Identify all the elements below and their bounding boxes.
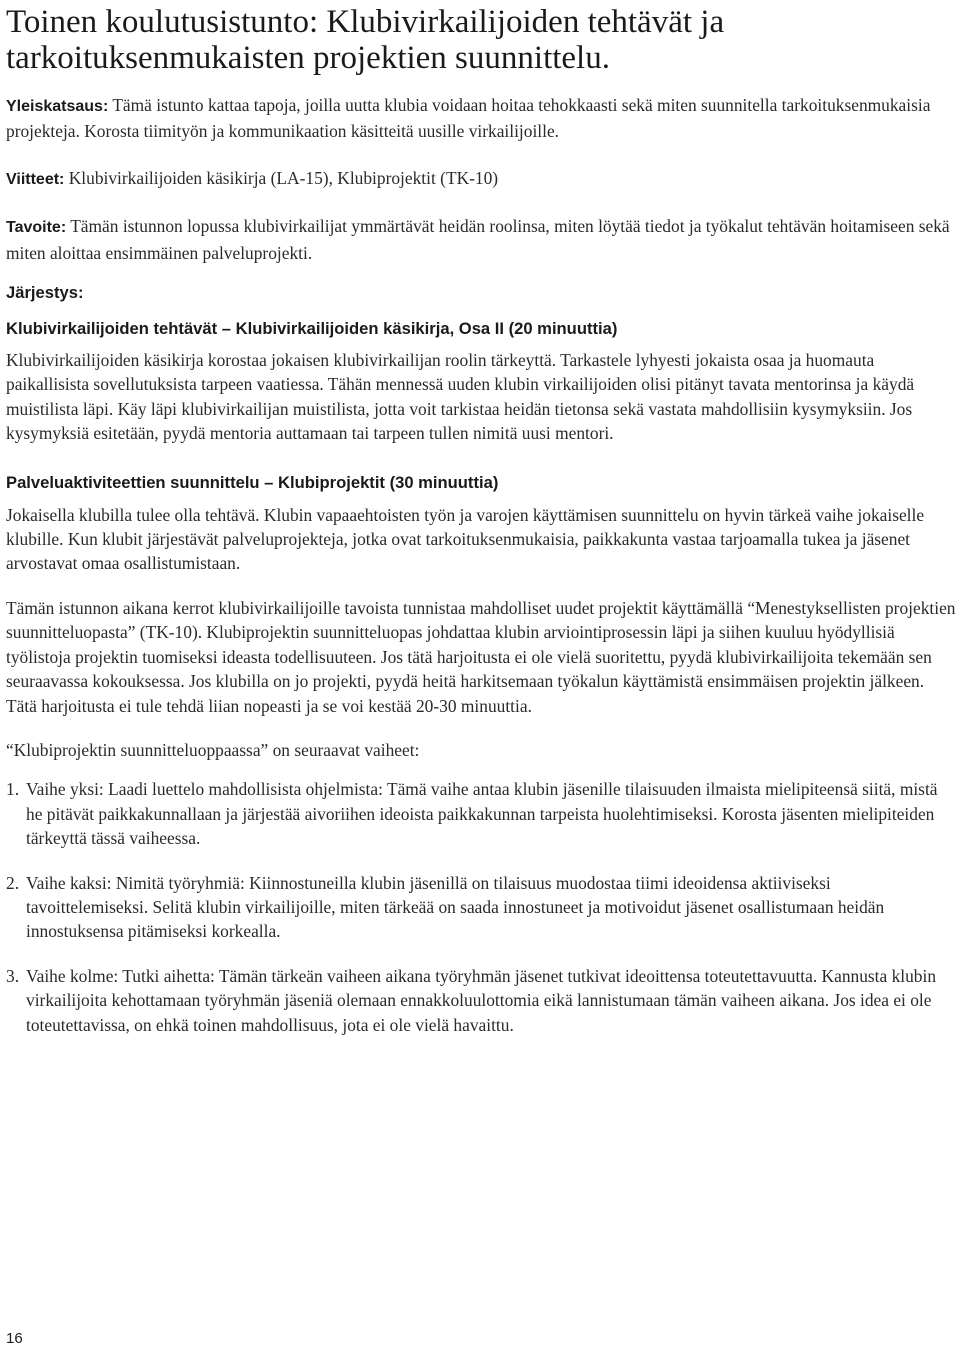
references-paragraph: [6, 166, 956, 192]
list-item-number: 1.: [6, 779, 20, 800]
list-item: [6, 964, 956, 1037]
references-label: Viitteet:: [6, 170, 65, 188]
section2-paragraph-3: “Klubiprojektin suunnitteluoppaassa” on seuraavat vaiheet:: [6, 739, 420, 760]
page-number: 16: [6, 1330, 23, 1347]
list-item: [6, 871, 956, 944]
overview-label: Yleiskatsaus:: [6, 98, 109, 115]
references-text: Klubivirkailijoiden käsikirja (LA-15), Klubiprojektit (TK-10): [64, 167, 499, 188]
list-item-text: Vaihe kolme: Tutki aihetta: Tämän tärkeän vaiheen aikana työryhmän jäsenet tutkivat ideoittensa toteutettavuutta. Kannusta klubin virkailijoita kehottamaan työryhmän jäseniä olemaan ennakkoluulottomia eikä lannistumaan tämän vaiheen aikana. Jos idea ei ole toteutettavissa, on ehkä toinen mahdollisuus, jota ei ole vielä havaittu.: [26, 965, 937, 1035]
order-heading: Järjestys:: [6, 283, 84, 303]
list-item-text: Vaihe kaksi: Nimitä työryhmiä: Kiinnostuneilla klubin jäsenillä on tilaisuus muodostaa tiimi ideoidensa aktiiviseksi tavoittelemiseksi. Selitä klubin virkailijoille, miten tärkeää on saada innostuneet ja motivoidut jäsenet osallistumaan heidän innostuksensa pitämiseksi korkealla.: [26, 872, 885, 942]
overview-paragraph: [6, 93, 956, 144]
list-item-number: 2.: [6, 872, 20, 893]
goal-text: Tämän istunnon lopussa klubivirkailijat ymmärtävät heidän roolinsa, miten löytää tiedot ja työkalut tehtävän hoitamiseen sekä miten aloittaa ensimmäinen palveluprojekti.: [6, 216, 950, 263]
document-page: [6, 0, 956, 1037]
section1-text: Klubivirkailijoiden käsikirja korostaa jokaisen klubivirkailijan roolin tärkeyttä. Tarkastele lyhyesti jokaista osaa ja huomauta paikallisista sovellutuksista tarpeen vaatiessa. Tähän mennessä uuden klubin virkailijoiden olisi pitänyt tavata mentorinsa ja käydä muistilista läpi. Käy läpi klubivirkailijan muistilista, jotta voit tarkistaa heidän tietonsa sekä vastata mahdollisiin kysymyksiin. Jos kysymyksiä esitetään, pyydä mentoria auttamaan tai tarpeen tullen nimitä uusi mentori.: [6, 350, 915, 444]
goal-label: Tavoite:: [6, 219, 67, 237]
list-item-number: 3.: [6, 965, 20, 986]
section2-paragraph-2: Tämän istunnon aikana kerrot klubivirkailijoille tavoista tunnistaa mahdolliset uudet projektit käyttämällä “Menestyksellisten projektien suunnitteluopasta” (TK-10). Klubiprojektin suunnitteluopas johdattaa klubin arviointiprosessin läpi ja siihen kuuluu hyödyllisiä työlistoja projektin tuomiseksi ideasta todellisuuteen. Jos tätä harjoitusta ei ole vielä suoritettu, pyydä klubivirkailijoita tekemään sen seuraavassa kokouksessa. Jos klubilla on jo projekti, pyydä heitä harkitsemaan työkalun käyttämistä ensimmäisen projektin jälkeen. Tätä harjoitusta ei tule tehdä liian nopeasti ja se voi kestää 20-30 minuuttia.: [6, 597, 956, 716]
page-title: Toinen koulutusistunto: Klubivirkailijoiden tehtävät ja tarkoituksenmukaisten projektien suunnittelu.: [6, 4, 725, 76]
goal-paragraph: [6, 214, 956, 265]
list-item-text: Vaihe yksi: Laadi luettelo mahdollisista ohjelmista: Tämä vaihe antaa klubin jäsenille tilaisuuden ilmaista mielipiteensä siitä, mistä he pitävät paikkakunnallaan ja järjestää aivoriihen ideoista paikkakunnan tarpeista huolehtimiseksi. Korosta jäsenten mielipiteiden tärkeyttä tässä vaiheessa.: [26, 779, 938, 849]
overview-text: Tämä istunto kattaa tapoja, joilla uutta klubia voidaan hoitaa tehokkaasti sekä miten suunnitella tarkoituksenmukaisia projekteja. Korosta tiimityön ja kommunikaation käsitteitä uusille virkailijoille.: [6, 95, 931, 142]
section2-paragraph-1: Jokaisella klubilla tulee olla tehtävä. Klubin vapaaehtoisten työn ja varojen käyttämisen suunnittelu on hyvin tärkeä vaihe jokaiselle klubille. Kun klubit järjestävät palveluprojekteja, jotka ovat tarkoituksenmukaisia, paikkakunta vastaa tarjoamalla tukea ja jäsenet arvostavat omaa osallistumistaan.: [6, 504, 925, 574]
section2-heading: Palveluaktiviteettien suunnittelu – Klubiprojektit (30 minuuttia): [6, 472, 499, 492]
section1-heading: Klubivirkailijoiden tehtävät – Klubivirkailijoiden käsikirja, Osa II (20 minuuttia): [6, 319, 618, 339]
list-item: [6, 777, 956, 850]
